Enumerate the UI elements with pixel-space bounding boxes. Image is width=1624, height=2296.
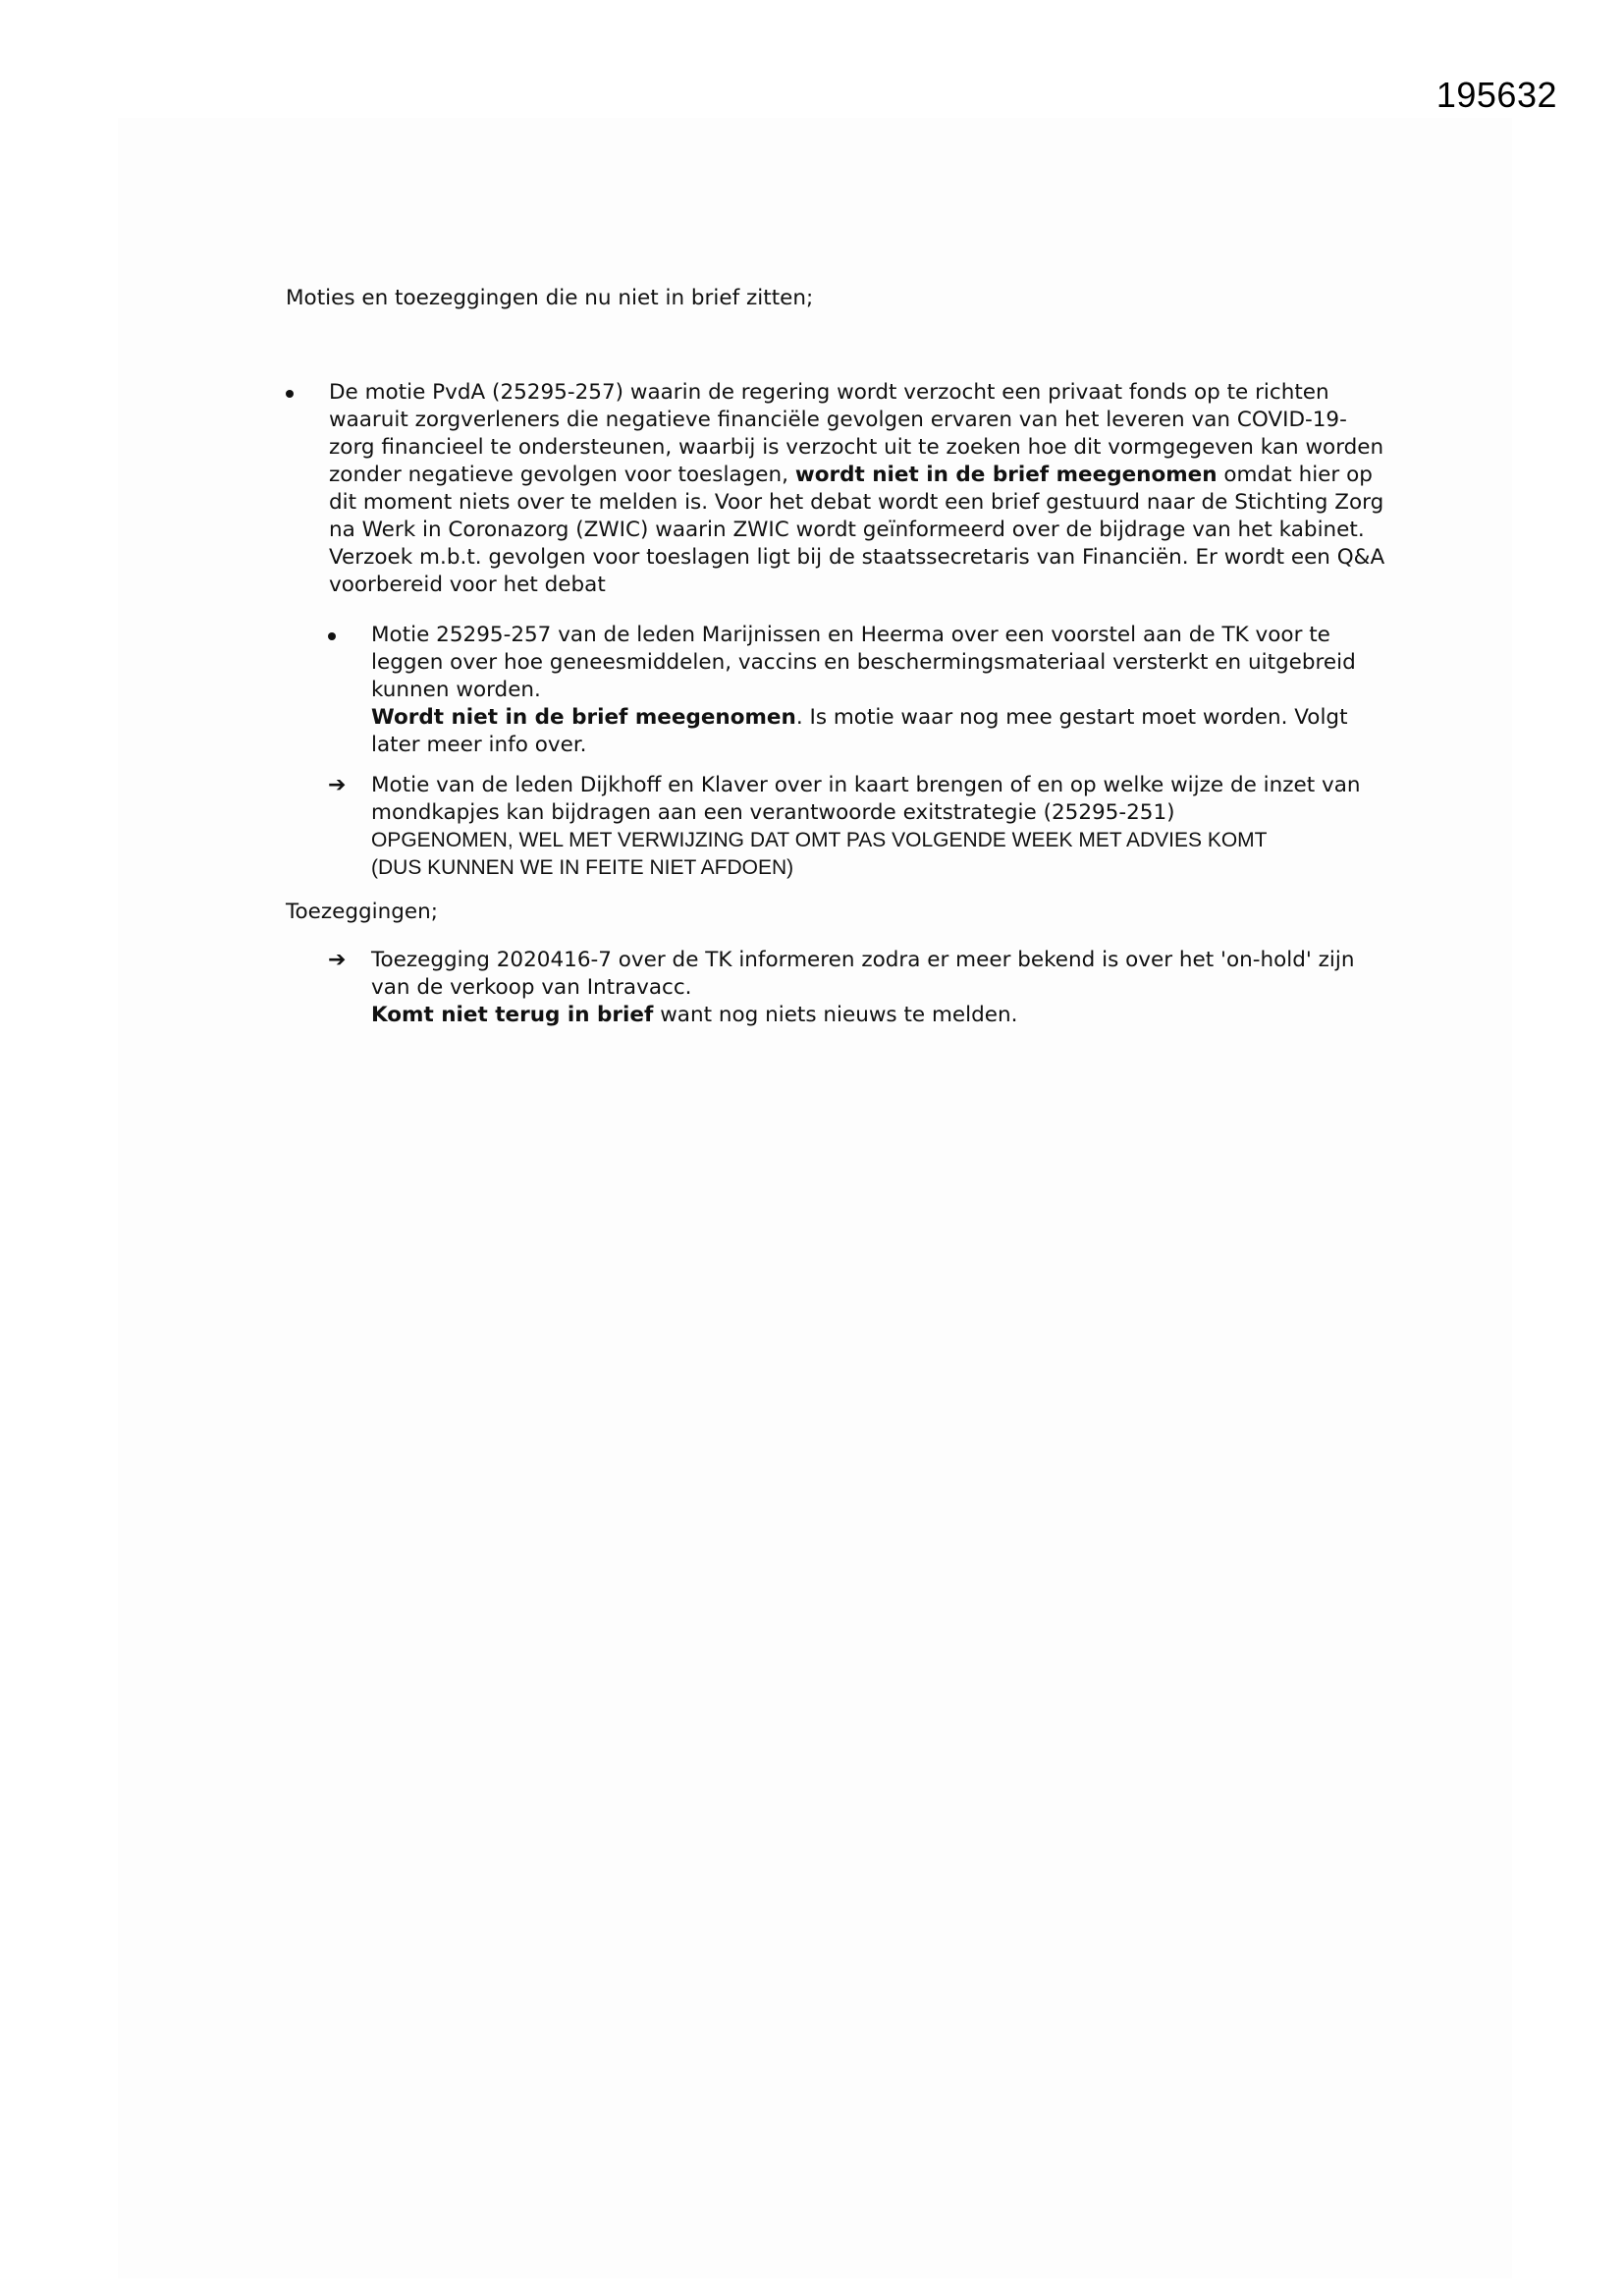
item-bold-status: Komt niet terug in brief <box>371 1003 654 1027</box>
list-item-motie-marijnissen <box>328 622 1388 759</box>
item-caps-note-1: OPGENOMEN, WEL MET VERWIJZING DAT OMT PAS VOLGENDE WEEK MET ADVIES KOMT <box>371 829 1268 851</box>
list-item-text <box>371 622 1388 759</box>
list-item-text <box>371 772 1388 882</box>
list-item-text <box>329 379 1385 599</box>
item-caps-note-2: (DUS KUNNEN WE IN FEITE NIET AFDOEN) <box>371 856 794 879</box>
item-bold-status: wordt niet in de brief meegenomen <box>794 463 1218 487</box>
item-text-part-b: omdat hier op dit moment niets over te melden is. Voor het debat wordt een brief gestuurd naar de Stichting Zorg na Werk in Coronazorg (ZWIC) waarin ZWIC wordt geïnformeerd over de bijdrage van het kabinet. Verzoek m.b.t. gevolgen voor toeslagen ligt bij de staatssecretaris van Financiën. Er wordt een Q&A voorbereid voor het debat <box>329 463 1385 597</box>
list-item-text <box>371 947 1388 1029</box>
item-text-part-a: Motie 25295-257 van de leden Marijnissen en Heerma over een voorstel aan de TK voor te leggen over hoe geneesmiddelen, vaccins en beschermingsmateriaal versterkt en uitgebreid kunnen worden. <box>371 623 1356 702</box>
section-heading-moties: Moties en toezeggingen die nu niet in brief zitten; <box>286 286 814 310</box>
arrow-right-icon: ➔ <box>328 773 347 797</box>
bullet-icon <box>286 390 294 398</box>
item-text-part-a: Toezegging 2020416-7 over de TK informeren zodra er meer bekend is over het 'on-hold' zijn van de verkoop van Intravacc. <box>371 948 1355 1000</box>
list-item-motie-dijkhoff <box>328 772 1388 882</box>
document-number: 195632 <box>1435 75 1557 115</box>
bullet-icon <box>328 632 336 640</box>
item-bold-status: Wordt niet in de brief meegenomen <box>371 705 796 730</box>
item-text-part-a: Motie van de leden Dijkhoff en Klaver over in kaart brengen of en op welke wijze de inzet van mondkapjes kan bijdragen aan een verantwoorde exitstrategie (25295-251) <box>371 773 1361 825</box>
item-text-part-a: De motie PvdA (25295-257) waarin de regering wordt verzocht een privaat fonds op te richten waaruit zorgverleners die negatieve financiële gevolgen ervaren van het leveren van COVID-19-zorg financieel te ondersteunen, waarbij is verzocht uit te zoeken hoe dit vormgegeven kan worden zonder negatieve gevolgen voor toeslagen, <box>329 380 1384 487</box>
item-text-part-b: . Is motie waar nog mee gestart moet worden. Volgt later meer info over. <box>371 705 1348 757</box>
arrow-right-icon: ➔ <box>328 948 347 972</box>
section-heading-toezeggingen: Toezeggingen; <box>286 900 439 924</box>
item-text-part-b: want nog niets nieuws te melden. <box>660 1003 1018 1027</box>
list-item-motie-pvda <box>286 379 1385 599</box>
list-item-toezegging <box>328 947 1388 1029</box>
